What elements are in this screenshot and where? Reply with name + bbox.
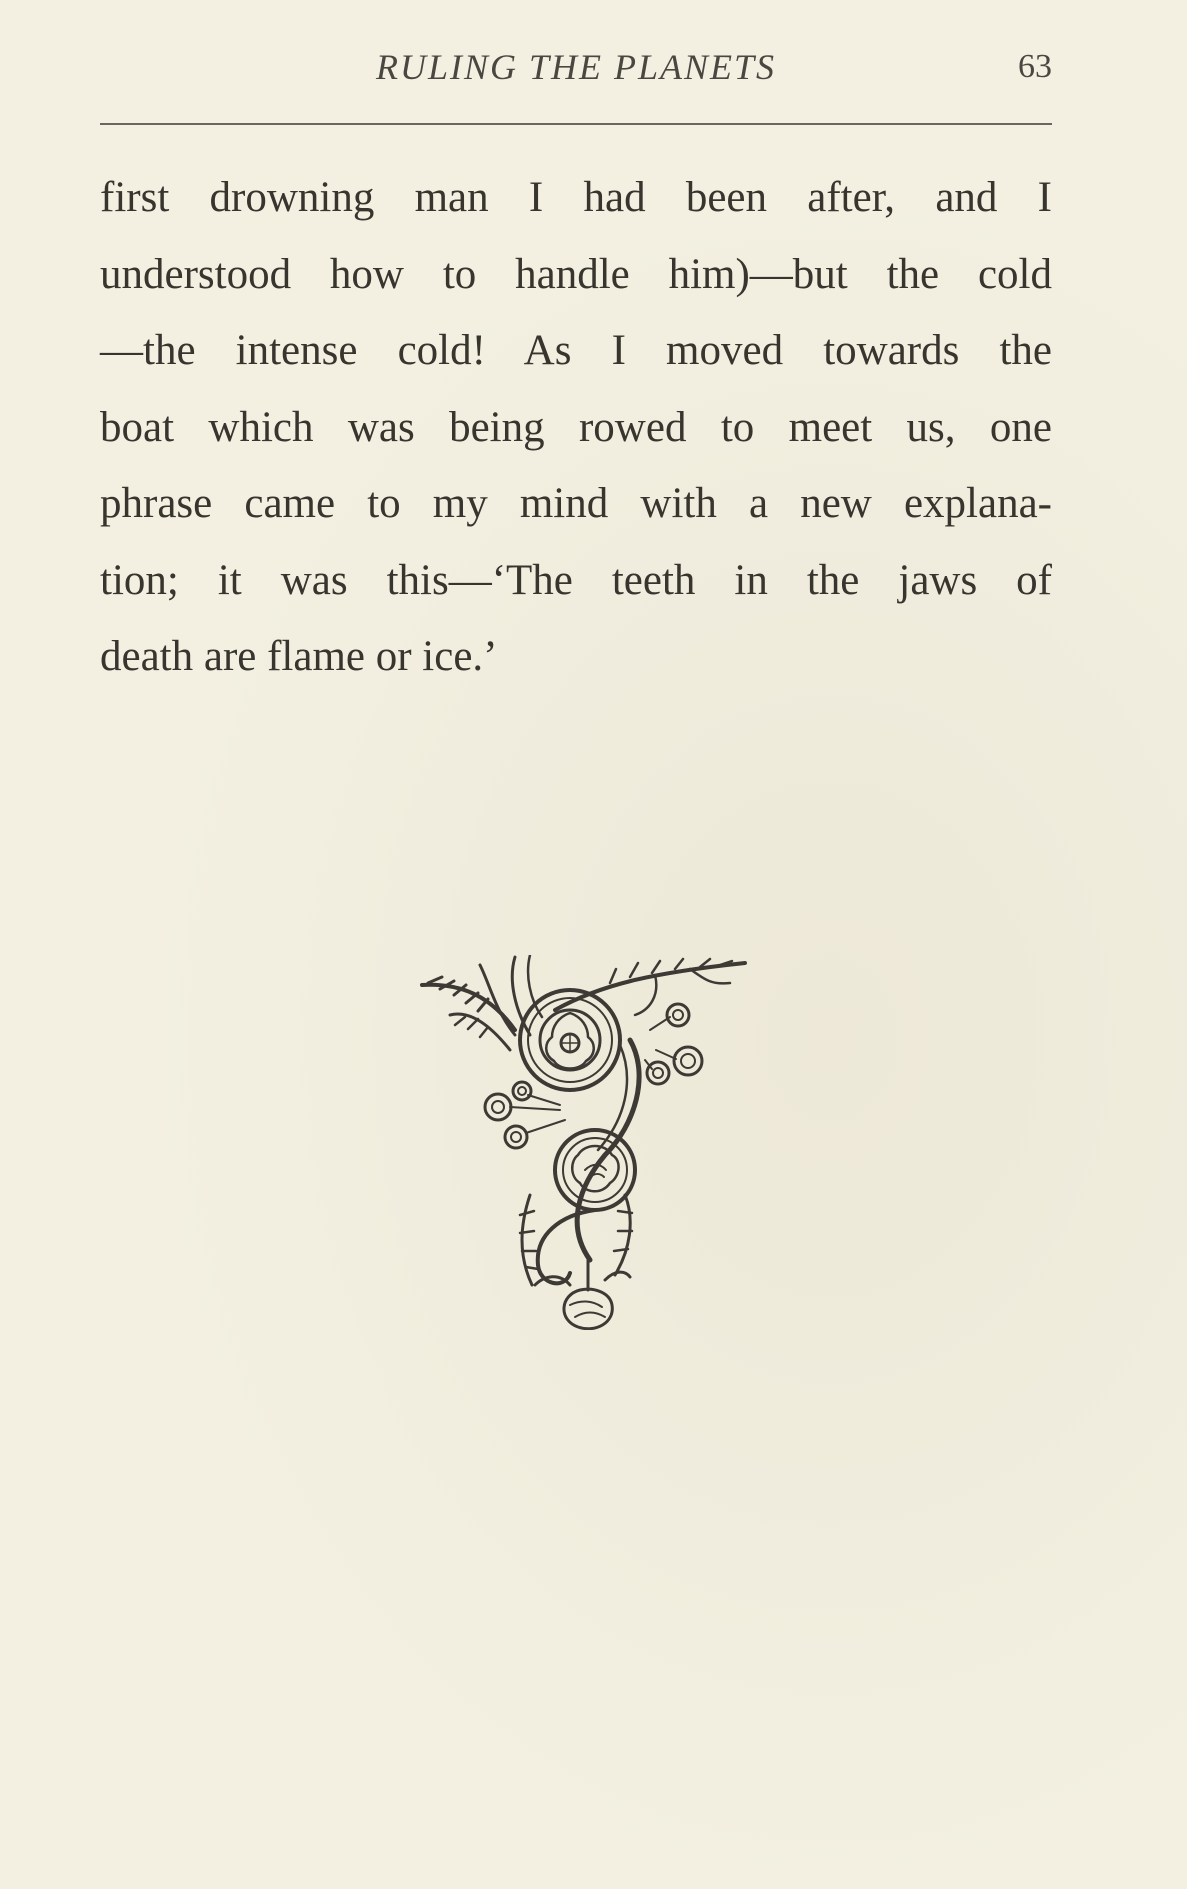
running-head <box>100 46 1052 96</box>
body-line: understood how to handle him)—but the cold <box>100 250 1052 298</box>
body-paragraph <box>100 160 1052 696</box>
body-line: first drowning man I had been after, and I <box>100 174 1052 221</box>
body-line: boat which was being rowed to meet us, one <box>100 403 1052 451</box>
running-title: RULING THE PLANETS <box>375 47 777 87</box>
header-rule <box>100 123 1052 125</box>
body-line: death are flame or ice.’ <box>100 633 498 680</box>
body-line: —the intense cold! As I moved towards the <box>100 327 1052 374</box>
body-line: phrase came to my mind with a new explana- <box>100 480 1052 527</box>
body-line: tion; it was this—‘The teeth in the jaws of <box>100 556 1052 604</box>
page-number: 63 <box>1018 48 1052 85</box>
floral-tailpiece-icon <box>420 955 750 1330</box>
